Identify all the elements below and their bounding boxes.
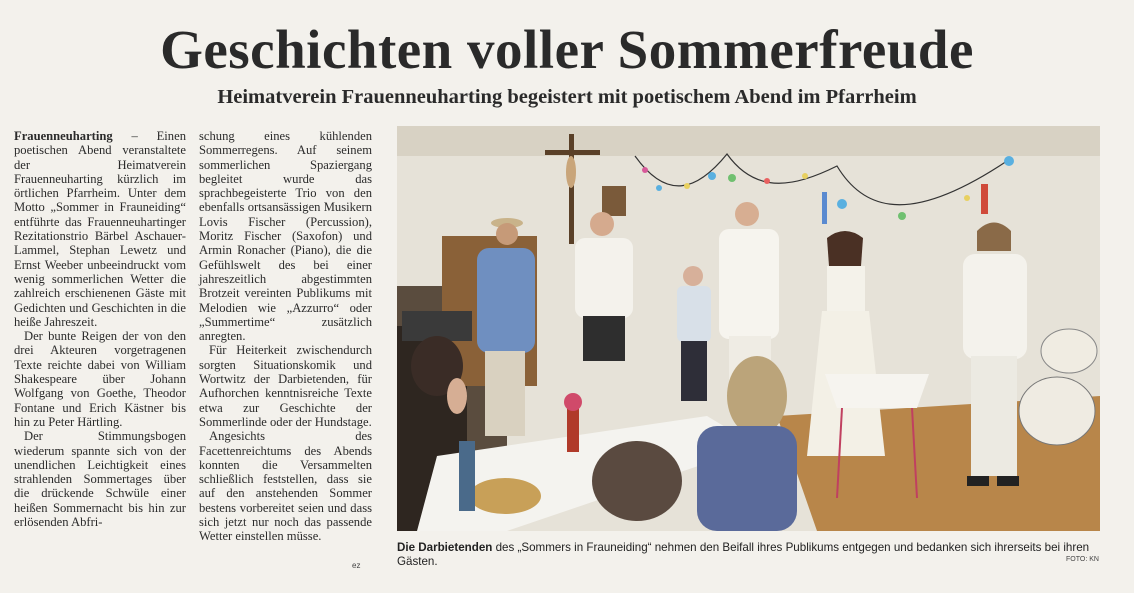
photo-credit: FOTO: KN	[1066, 556, 1099, 563]
paragraph: Der bunte Reigen der von den drei Akteuren vorgetragenen Texte reichte dabei von William Shakespeare über Johann Wolfgang von Goethe, Theodor Fontane und Erich Kästner bis hin zu Peter Härtling.	[14, 329, 186, 429]
caption-lead: Die Darbietenden	[397, 541, 493, 554]
paragraph: schung eines kühlenden Sommerregens. Auf seinem sommerlichen Spaziergang begleitet wurde das sprachbegeisterte Trio von den ebenfalls ortsansässigen Musikern Lovis Fischer (Percussion), Moritz Fischer (Saxofon) und Armin Ronacher (Piano), die die Gefühlswelt des bei einer jahreszeitlich abgestimmten Brotzeit vereinten Publikums mit Melodien wie „Azzurro“ oder „Summertime“ zusätzlich anregten.	[199, 129, 372, 344]
paragraph: Für Heiterkeit zwischendurch sorgten Situationskomik und Wortwitz der Darbietenden, für Aufhorchen kenntnisreiche Texte etwa zur Geschichte der Sommerlinde oder der Hundstage.	[199, 343, 372, 429]
paragraph	[14, 129, 186, 329]
paragraph: Angesichts des Facettenreichtums des Abends konnten die Versammelten schließlich feststellen, dass sie auf den anstehenden Sommer bestens vorbereitet seien und dass sich jetzt nur noch das passende Wetter einstellen müsse.	[199, 429, 372, 544]
event-photo	[397, 126, 1100, 531]
headline: Geschichten voller Sommerfreude	[160, 19, 974, 80]
article-column-1	[14, 129, 186, 529]
photo-caption	[397, 541, 1103, 569]
article-column-2	[199, 129, 372, 544]
paragraph-text: – Einen poetischen Abend veranstaltete der Heimatverein Frauenneuharting kürzlich im örtlichen Pfarrheim. Unter dem Motto „Sommer in Frauneiding“ entführte das Frauenneuhartinger Rezitationstrio Bärbel Aschauer-Lammel, Stephan Lewetz und Ernst Weeber unbeeindruckt vom wenig sommerlichen Wetter die zahlreich erschienenen Gäste mit Gedichten und Geschichten in die heiße Jahreszeit.	[14, 129, 186, 329]
author-byline: ez	[352, 561, 361, 570]
event-photo-illustration	[397, 126, 1100, 531]
dateline: Frauenneuharting	[14, 129, 113, 143]
caption-text: des „Sommers in Frauneiding“ nehmen den Beifall ihres Publikums entgegen und bedanken sich ihrerseits bei ihren Gästen.	[397, 541, 1090, 568]
paragraph: Der Stimmungsbogen wiederum spannte sich von der unendlichen Leichtigkeit eines strahlenden Sommertages über die drückende Schwüle einer heißen Sommernacht bis hin zur erlösenden Abfri-	[14, 429, 186, 530]
subheadline: Heimatverein Frauenneuharting begeistert mit poetischem Abend im Pfarrheim	[217, 86, 917, 108]
